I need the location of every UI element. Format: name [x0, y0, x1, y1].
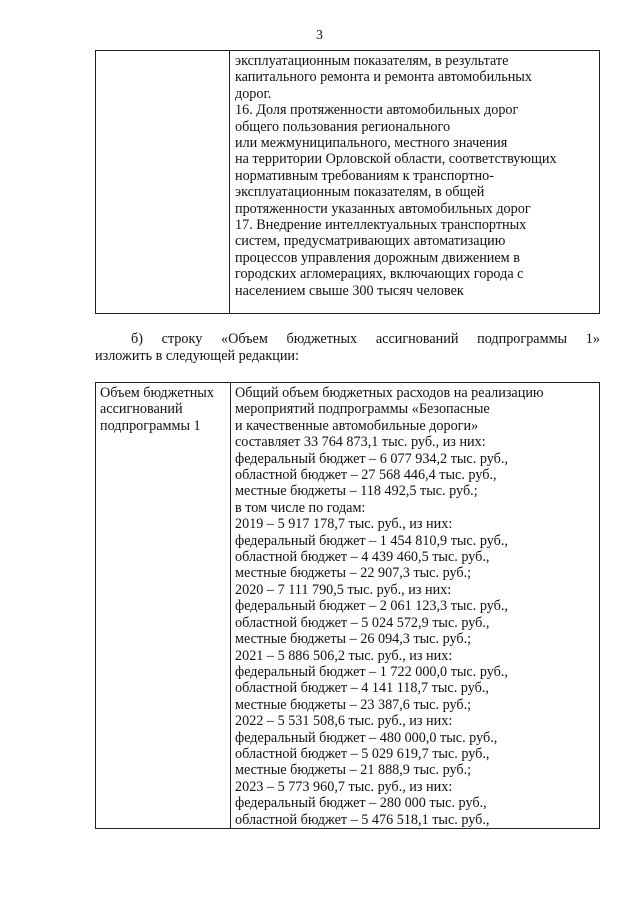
indicator-line: систем, предусматривающих автоматизацию — [235, 233, 506, 250]
budget-label-cell — [96, 383, 231, 829]
indicator-line: эксплуатационным показателям, в общей — [235, 184, 485, 201]
budget-table — [95, 382, 600, 829]
budget-value-line: Общий объем бюджетных расходов на реализацию — [235, 385, 544, 401]
instruction-paragraph — [95, 331, 600, 365]
indicator-line: нормативным требованиям к транспортно- — [235, 167, 494, 184]
budget-value-line: в том числе по годам: — [235, 499, 366, 516]
budget-value-line: местные бюджеты – 23 387,6 тыс. руб.; — [235, 696, 472, 713]
indicator-line: процессов управления дорожным движением в — [235, 249, 520, 266]
indicator-line: общего пользования регионального — [235, 118, 451, 135]
budget-value-line: федеральный бюджет – 280 000 тыс. руб., — [235, 795, 487, 812]
budget-value-line: областной бюджет – 5 024 572,9 тыс. руб., — [235, 614, 490, 631]
budget-value-line: областной бюджет – 4 439 460,5 тыс. руб., — [235, 549, 490, 566]
indicator-line: эксплуатационным показателям, в результате — [235, 53, 509, 69]
budget-value-line: мероприятий подпрограммы «Безопасные — [235, 401, 490, 418]
instruction-word: бюджетных — [286, 331, 358, 347]
budget-value-line: 2022 – 5 531 508,6 тыс. руб., из них: — [235, 713, 453, 730]
budget-value-line: и качественные автомобильные дороги» — [235, 417, 479, 434]
instruction-word: ассигнований — [375, 331, 459, 347]
empty-label-cell — [96, 51, 230, 314]
budget-label-line: подпрограммы 1 — [100, 417, 201, 434]
budget-value-line: местные бюджеты – 118 492,5 тыс. руб.; — [235, 483, 478, 500]
budget-label-line: ассигнований — [100, 401, 183, 418]
instruction-line-2: изложить в следующей редакции: — [95, 348, 299, 364]
budget-label-line: Объем бюджетных — [100, 385, 214, 401]
table-row — [96, 51, 600, 314]
budget-value-line: федеральный бюджет – 480 000,0 тыс. руб., — [235, 729, 498, 746]
instruction-word: б) — [131, 331, 143, 347]
budget-value-line: 2021 – 5 886 506,2 тыс. руб., из них: — [235, 647, 453, 664]
indicator-line: дорог. — [235, 85, 272, 102]
budget-value-line: составляет 33 764 873,1 тыс. руб., из них: — [235, 434, 486, 451]
indicator-line: 17. Внедрение интеллектуальных транспортных — [235, 217, 527, 234]
budget-value-line: областной бюджет – 4 141 118,7 тыс. руб., — [235, 680, 489, 697]
budget-value-line: местные бюджеты – 21 888,9 тыс. руб.; — [235, 762, 472, 779]
indicator-line: на территории Орловской области, соответствующих — [235, 151, 557, 168]
instruction-line-1 — [95, 331, 600, 348]
table-row — [96, 383, 600, 829]
indicator-line: или межмуниципального, местного значения — [235, 135, 508, 152]
budget-value-line: федеральный бюджет – 2 061 123,3 тыс. руб., — [235, 598, 508, 615]
budget-value-line: 2019 – 5 917 178,7 тыс. руб., из них: — [235, 516, 453, 533]
indicator-line: протяженности указанных автомобильных дорог — [235, 200, 531, 217]
budget-value-line: 2020 – 7 111 790,5 тыс. руб., из них: — [235, 581, 452, 598]
indicators-cell — [230, 51, 600, 314]
budget-value-line: областной бюджет – 27 568 446,4 тыс. руб., — [235, 467, 497, 484]
indicator-line: населением свыше 300 тысяч человек — [235, 282, 464, 299]
budget-values-cell — [231, 383, 600, 829]
budget-value-line: местные бюджеты – 22 907,3 тыс. руб.; — [235, 565, 472, 582]
page-number: 3 — [316, 28, 323, 43]
instruction-word: подпрограммы — [477, 331, 568, 347]
budget-value-line: федеральный бюджет – 6 077 934,2 тыс. руб., — [235, 450, 508, 467]
indicator-line: 16. Доля протяженности автомобильных дорог — [235, 102, 519, 119]
budget-value-line: 2023 – 5 773 960,7 тыс. руб., из них: — [235, 778, 453, 795]
instruction-word: 1» — [585, 331, 600, 347]
instruction-word: «Объем — [220, 331, 268, 347]
budget-value-line: областной бюджет – 5 476 518,1 тыс. руб., — [235, 811, 490, 828]
indicator-line: городских агломерациях, включающих города с — [235, 266, 524, 283]
budget-value-line: федеральный бюджет – 1 722 000,0 тыс. руб., — [235, 663, 508, 680]
budget-value-line: федеральный бюджет – 1 454 810,9 тыс. руб., — [235, 532, 508, 549]
instruction-word: строку — [161, 331, 203, 347]
budget-value-line: местные бюджеты – 26 094,3 тыс. руб.; — [235, 631, 472, 648]
budget-value-line: областной бюджет – 5 029 619,7 тыс. руб., — [235, 745, 490, 762]
indicator-line: капитального ремонта и ремонта автомобильных — [235, 69, 532, 86]
indicators-table-continuation — [95, 50, 600, 314]
